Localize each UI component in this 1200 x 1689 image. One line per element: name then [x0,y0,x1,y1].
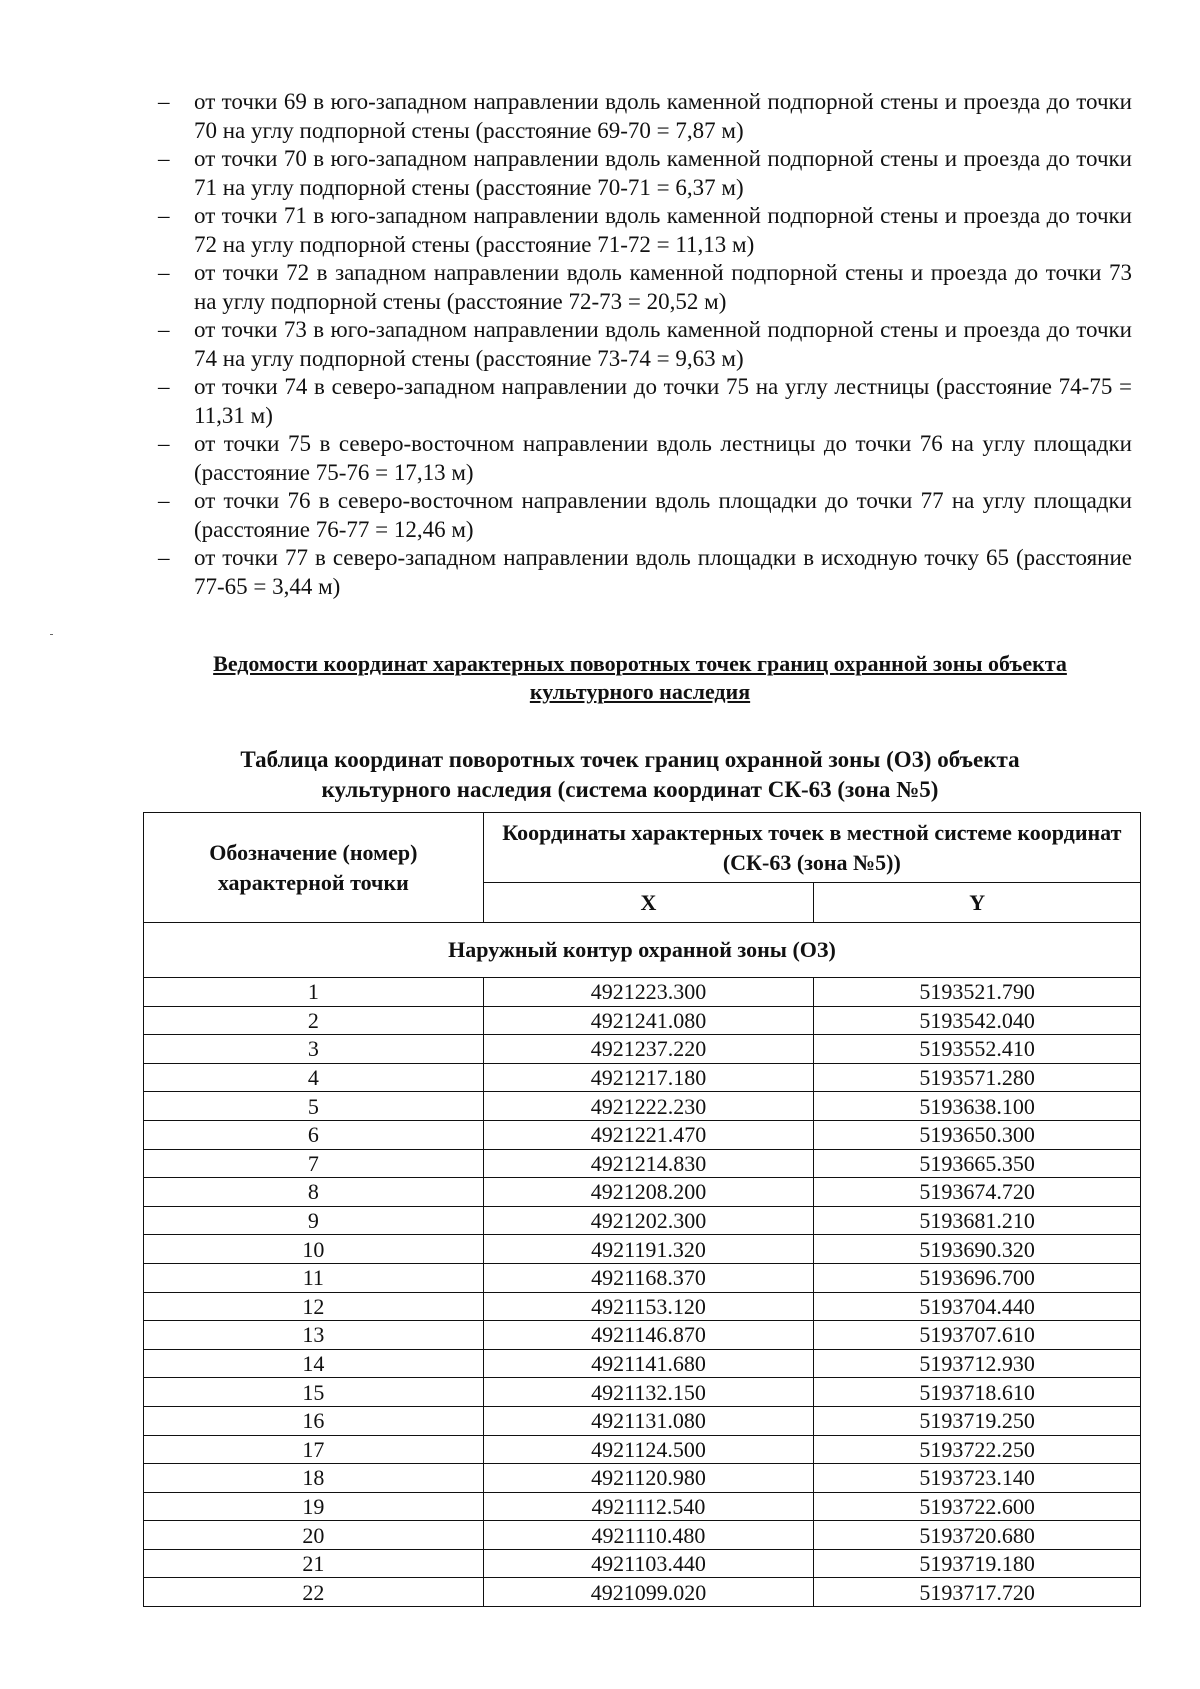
list-item [152,88,1132,145]
dash-marker: – [158,374,170,399]
table-row [144,1235,1141,1264]
list-item-text: от точки 77 в северо-западном направлении вдоль площадки в исходную точку 65 (расстояние 77-65 = 3,44 м) [194,545,1132,599]
table-row [144,1435,1141,1464]
x-coordinate-cell: 4921217.180 [483,1063,814,1092]
y-coordinate-cell: 5193542.040 [814,1006,1141,1035]
list-item [152,430,1132,487]
table-row [144,1321,1141,1350]
point-number-cell: 8 [144,1178,484,1207]
y-coordinate-cell: 5193718.610 [814,1378,1141,1407]
table-row [144,1035,1141,1064]
table-row [144,1378,1141,1407]
x-coordinate-cell: 4921141.680 [483,1349,814,1378]
dash-marker: – [158,488,170,513]
scan-artifact [50,634,53,635]
y-coordinate-cell: 5193674.720 [814,1178,1141,1207]
y-coordinate-cell: 5193719.250 [814,1406,1141,1435]
point-number-cell: 14 [144,1349,484,1378]
point-number-cell: 15 [144,1378,484,1407]
list-item [152,316,1132,373]
table-row [144,1464,1141,1493]
x-coordinate-cell: 4921146.870 [483,1321,814,1350]
y-coordinate-cell: 5193719.180 [814,1549,1141,1578]
list-item [152,487,1132,544]
y-coordinate-cell: 5193521.790 [814,978,1141,1007]
y-coordinate-cell: 5193722.600 [814,1492,1141,1521]
x-coordinate-cell: 4921153.120 [483,1292,814,1321]
boundary-description-list [152,88,1132,601]
table-row [144,978,1141,1007]
point-number-cell: 12 [144,1292,484,1321]
point-number-header: Обозначение (номер) характерной точки [144,813,484,923]
dash-marker: – [158,545,170,570]
list-item-text: от точки 72 в западном направлении вдоль каменной подпорной стены и проезда до точки 73 на углу подпорной стены (расстояние 72-73 = 20,52 м) [194,260,1132,314]
point-number-cell: 3 [144,1035,484,1064]
table-row [144,1521,1141,1550]
y-coordinate-cell: 5193722.250 [814,1435,1141,1464]
list-item-text: от точки 75 в северо-восточном направлении вдоль лестницы до точки 76 на углу площадки (расстояние 75-76 = 17,13 м) [194,431,1132,485]
x-coordinate-cell: 4921214.830 [483,1149,814,1178]
list-item-text: от точки 71 в юго-западном направлении вдоль каменной подпорной стены и проезда до точки 72 на углу подпорной стены (расстояние 71-72 = 11,13 м) [194,203,1132,257]
x-column-header: X [483,883,814,923]
table-row [144,1549,1141,1578]
x-coordinate-cell: 4921202.300 [483,1206,814,1235]
list-item [152,544,1132,601]
x-coordinate-cell: 4921168.370 [483,1263,814,1292]
x-coordinate-cell: 4921120.980 [483,1464,814,1493]
dash-marker: – [158,317,170,342]
x-coordinate-cell: 4921132.150 [483,1378,814,1407]
y-coordinate-cell: 5193704.440 [814,1292,1141,1321]
table-row [144,1006,1141,1035]
dash-marker: – [158,431,170,456]
x-coordinate-cell: 4921131.080 [483,1406,814,1435]
table-row [144,1349,1141,1378]
y-coordinate-cell: 5193723.140 [814,1464,1141,1493]
x-coordinate-cell: 4921221.470 [483,1120,814,1149]
list-item [152,145,1132,202]
table-row [144,1292,1141,1321]
x-coordinate-cell: 4921112.540 [483,1492,814,1521]
y-coordinate-cell: 5193571.280 [814,1063,1141,1092]
point-number-cell: 1 [144,978,484,1007]
point-number-cell: 20 [144,1521,484,1550]
point-number-cell: 9 [144,1206,484,1235]
table-row [144,1578,1141,1607]
y-coordinate-cell: 5193696.700 [814,1263,1141,1292]
y-coordinate-cell: 5193720.680 [814,1521,1141,1550]
list-item-text: от точки 69 в юго-западном направлении вдоль каменной подпорной стены и проезда до точки 70 на углу подпорной стены (расстояние 69-70 = 7,87 м) [194,89,1132,143]
x-coordinate-cell: 4921099.020 [483,1578,814,1607]
y-coordinate-cell: 5193690.320 [814,1235,1141,1264]
dash-marker: – [158,89,170,114]
table-row [144,1263,1141,1292]
point-number-cell: 22 [144,1578,484,1607]
coordinates-header: Координаты характерных точек в местной системе координат (СК-63 (зона №5)) [483,813,1140,883]
dash-marker: – [158,146,170,171]
list-item-text: от точки 73 в юго-западном направлении вдоль каменной подпорной стены и проезда до точки 74 на углу подпорной стены (расстояние 73-74 = 9,63 м) [194,317,1132,371]
table-row [144,1149,1141,1178]
y-coordinate-cell: 5193638.100 [814,1092,1141,1121]
y-coordinate-cell: 5193717.720 [814,1578,1141,1607]
point-number-cell: 11 [144,1263,484,1292]
point-number-cell: 6 [144,1120,484,1149]
point-number-cell: 17 [144,1435,484,1464]
dash-marker: – [158,260,170,285]
table-row [144,1092,1141,1121]
x-coordinate-cell: 4921124.500 [483,1435,814,1464]
list-item-text: от точки 74 в северо-западном направлении до точки 75 на углу лестницы (расстояние 74-75 = 11,31 м) [194,374,1132,428]
table-caption: Таблица координат поворотных точек границ охранной зоны (ОЗ) объекта культурного наследия (система координат СК-63 (зона №5) [240,747,1020,802]
section-title-row: Наружный контур охранной зоны (ОЗ) [144,923,1141,978]
table-row [144,1206,1141,1235]
table-row [144,1406,1141,1435]
point-number-cell: 7 [144,1149,484,1178]
dash-marker: – [158,203,170,228]
y-column-header: Y [814,883,1141,923]
x-coordinate-cell: 4921103.440 [483,1549,814,1578]
y-coordinate-cell: 5193665.350 [814,1149,1141,1178]
table-row [144,1178,1141,1207]
x-coordinate-cell: 4921237.220 [483,1035,814,1064]
list-item-text: от точки 70 в юго-западном направлении вдоль каменной подпорной стены и проезда до точки 71 на углу подпорной стены (расстояние 70-71 = 6,37 м) [194,146,1132,200]
list-item [152,259,1132,316]
point-number-cell: 16 [144,1406,484,1435]
point-number-cell: 19 [144,1492,484,1521]
table-row [144,1120,1141,1149]
section-heading: Ведомости координат характерных поворотных точек границ охранной зоны объекта культурного наследия [213,651,1067,704]
point-number-cell: 10 [144,1235,484,1264]
point-number-cell: 18 [144,1464,484,1493]
point-number-cell: 4 [144,1063,484,1092]
list-item [152,373,1132,430]
table-row [144,1492,1141,1521]
point-number-cell: 13 [144,1321,484,1350]
point-number-cell: 2 [144,1006,484,1035]
list-item [152,202,1132,259]
list-item-text: от точки 76 в северо-восточном направлении вдоль площадки до точки 77 на углу площадки (расстояние 76-77 = 12,46 м) [194,488,1132,542]
x-coordinate-cell: 4921241.080 [483,1006,814,1035]
y-coordinate-cell: 5193650.300 [814,1120,1141,1149]
x-coordinate-cell: 4921208.200 [483,1178,814,1207]
point-number-cell: 21 [144,1549,484,1578]
y-coordinate-cell: 5193552.410 [814,1035,1141,1064]
y-coordinate-cell: 5193707.610 [814,1321,1141,1350]
y-coordinate-cell: 5193712.930 [814,1349,1141,1378]
x-coordinate-cell: 4921191.320 [483,1235,814,1264]
x-coordinate-cell: 4921222.230 [483,1092,814,1121]
point-number-cell: 5 [144,1092,484,1121]
coordinates-table [143,812,1141,1607]
table-row [144,1063,1141,1092]
x-coordinate-cell: 4921110.480 [483,1521,814,1550]
y-coordinate-cell: 5193681.210 [814,1206,1141,1235]
x-coordinate-cell: 4921223.300 [483,978,814,1007]
